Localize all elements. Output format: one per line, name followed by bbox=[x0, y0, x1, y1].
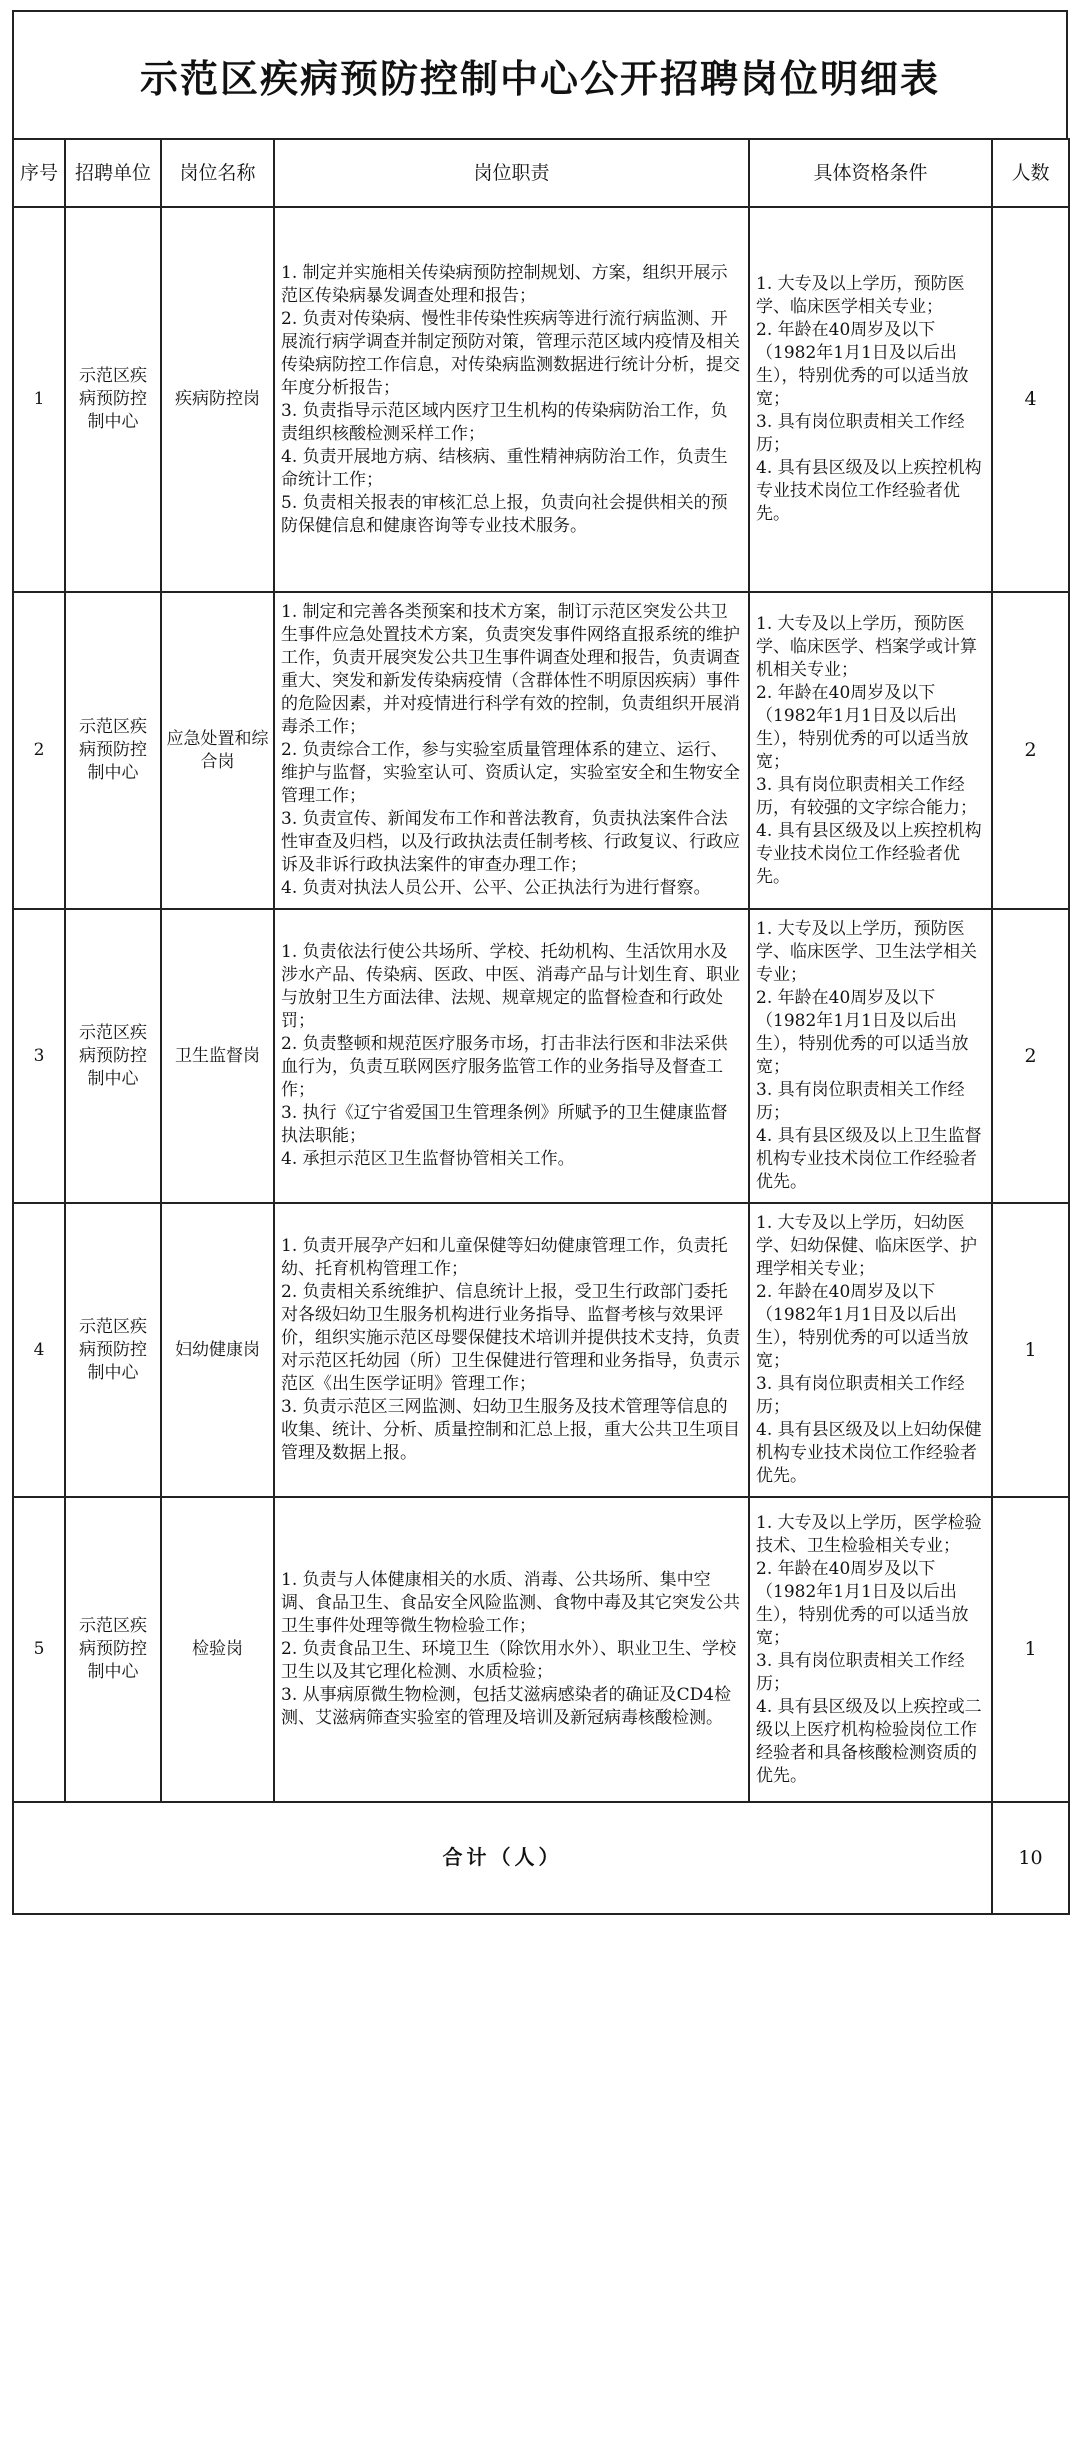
header-no: 序号 bbox=[13, 139, 65, 207]
table-row bbox=[13, 592, 1069, 909]
total-label-cell bbox=[13, 1802, 992, 1914]
row-count: 2 bbox=[992, 592, 1069, 909]
qual-item: 2. 年龄在40周岁及以下（1982年1月1日及以后出生），特别优秀的可以适当放宽； bbox=[756, 682, 969, 772]
qual-item: 4. 具有县区级及以上疾控机构专业技术岗位工作经验者优先。 bbox=[756, 458, 982, 524]
row-unit: 示范区疾病预防控制中心 bbox=[65, 1497, 161, 1802]
qual-item: 2. 年龄在40周岁及以下（1982年1月1日及以后出生），特别优秀的可以适当放宽； bbox=[756, 988, 969, 1077]
row-count: 2 bbox=[992, 909, 1069, 1203]
header-unit: 招聘单位 bbox=[65, 139, 161, 207]
row-duties bbox=[274, 1203, 749, 1497]
header-post: 岗位名称 bbox=[161, 139, 274, 207]
row-quals bbox=[749, 592, 992, 909]
duty-item: 2. 负责相关系统维护、信息统计上报，受卫生行政部门委托对各级妇幼卫生服务机构进行业务指导、监督考核与效果评价，组织实施示范区母婴保健技术培训并提供技术支持，负责对示范区托幼园（所）卫生保健进行管理和业务指导，负责示范区《出生医学证明》管理工作； bbox=[281, 1282, 740, 1394]
header-count: 人数 bbox=[992, 139, 1069, 207]
row-duties bbox=[274, 207, 749, 592]
row-count: 4 bbox=[992, 207, 1069, 592]
table-row bbox=[13, 207, 1069, 592]
qual-item: 3. 具有岗位职责相关工作经历； bbox=[756, 1650, 965, 1694]
duty-item: 1. 负责与人体健康相关的水质、消毒、公共场所、集中空调、食品卫生、食品安全风险监测、食物中毒及其它突发公共卫生事件处理等微生物检验工作； bbox=[281, 1570, 740, 1636]
qual-item: 4. 具有县区级及以上疾控或二级以上医疗机构检验岗位工作经验者和具备核酸检测资质的优先。 bbox=[756, 1696, 982, 1786]
qual-item: 4. 具有县区级及以上卫生监督机构专业技术岗位工作经验者优先。 bbox=[756, 1126, 982, 1192]
row-quals bbox=[749, 909, 992, 1203]
duty-item: 4. 负责对执法人员公开、公平、公正执法行为进行督察。 bbox=[281, 878, 711, 898]
table-row bbox=[13, 1497, 1069, 1802]
duty-item: 4. 负责开展地方病、结核病、重性精神病防治工作，负责生命统计工作； bbox=[281, 446, 728, 490]
duty-item: 3. 负责宣传、新闻发布工作和普法教育，负责执法案件合法性审查及归档，以及行政执法责任制考核、行政复议、行政应诉及非诉行政执法案件的审查办理工作； bbox=[281, 809, 740, 875]
row-unit: 示范区疾病预防控制中心 bbox=[65, 207, 161, 592]
duty-item: 3. 从事病原微生物检测，包括艾滋病感染者的确证及CD4检测、艾滋病筛查实验室的管理及培训及新冠病毒核酸检测。 bbox=[281, 1685, 732, 1728]
qual-item: 4. 具有县区级及以上妇幼保健机构专业技术岗位工作经验者优先。 bbox=[756, 1420, 982, 1486]
row-no: 1 bbox=[13, 207, 65, 592]
row-no: 2 bbox=[13, 592, 65, 909]
qual-item: 1. 大专及以上学历，预防医学、临床医学、档案学或计算机相关专业； bbox=[756, 613, 977, 680]
row-count: 1 bbox=[992, 1497, 1069, 1802]
qual-item: 2. 年龄在40周岁及以下（1982年1月1日及以后出生），特别优秀的可以适当放宽； bbox=[756, 1282, 969, 1371]
row-no: 5 bbox=[13, 1497, 65, 1802]
duty-item: 2. 负责整顿和规范医疗服务市场，打击非法行医和非法采供血行为，负责互联网医疗服务监管工作的业务指导及督查工作； bbox=[281, 1034, 728, 1100]
qual-item: 1. 大专及以上学历，医学检验技术、卫生检验相关专业； bbox=[756, 1512, 982, 1556]
duty-item: 3. 负责指导示范区域内医疗卫生机构的传染病防治工作，负责组织核酸检测采样工作； bbox=[281, 400, 728, 444]
row-duties bbox=[274, 1497, 749, 1802]
recruitment-table bbox=[12, 138, 1070, 1915]
duty-item: 1. 制定并实施相关传染病预防控制规划、方案，组织开展示范区传染病暴发调查处理和报告； bbox=[281, 262, 728, 306]
row-quals bbox=[749, 1203, 992, 1497]
duty-item: 2. 负责综合工作，参与实验室质量管理体系的建立、运行、维护与监督，实验室认可、资质认定，实验室安全和生物安全管理工作； bbox=[281, 740, 740, 806]
duty-item: 3. 负责示范区三网监测、妇幼卫生服务及技术管理等信息的收集、统计、分析、质量控制和汇总上报，重大公共卫生项目管理及数据上报。 bbox=[281, 1397, 740, 1463]
duty-item: 1. 制定和完善各类预案和技术方案，制订示范区突发公共卫生事件应急处置技术方案，负责突发事件网络直报系统的维护工作，负责开展突发公共卫生事件调查处理和报告，负责调查重大、突发和新发传染病疫情（含群体性不明原因疾病）事件的危险因素，并对疫情进行科学有效的控制，负责组织开展消毒杀工作； bbox=[281, 602, 740, 737]
qual-item: 2. 年龄在40周岁及以下（1982年1月1日及以后出生），特别优秀的可以适当放宽； bbox=[756, 320, 969, 409]
qual-item: 3. 具有岗位职责相关工作经历； bbox=[756, 1080, 965, 1123]
title-box bbox=[12, 10, 1068, 138]
row-count: 1 bbox=[992, 1203, 1069, 1497]
row-quals bbox=[749, 1497, 992, 1802]
qual-item: 1. 大专及以上学历，妇幼医学、妇幼保健、临床医学、护理学相关专业； bbox=[756, 1213, 977, 1279]
page-title: 示范区疾病预防控制中心公开招聘岗位明细表 bbox=[139, 55, 940, 101]
duty-item: 1. 负责依法行使公共场所、学校、托幼机构、生活饮用水及涉水产品、传染病、医政、中医、消毒产品与计划生育、职业与放射卫生方面法律、法规、规章规定的监督检查和行政处罚； bbox=[281, 942, 740, 1031]
qual-item: 3. 具有岗位职责相关工作经历； bbox=[756, 412, 965, 455]
duty-item: 4. 承担示范区卫生监督协管相关工作。 bbox=[281, 1149, 575, 1169]
header-duty: 岗位职责 bbox=[274, 139, 749, 207]
qual-item: 3. 具有岗位职责相关工作经历，有较强的文字综合能力； bbox=[756, 774, 977, 818]
qual-item: 4. 具有县区级及以上疾控机构专业技术岗位工作经验者优先。 bbox=[756, 820, 982, 887]
qual-item: 3. 具有岗位职责相关工作经历； bbox=[756, 1374, 965, 1417]
row-duties bbox=[274, 909, 749, 1203]
duty-item: 2. 负责食品卫生、环境卫生（除饮用水外）、职业卫生、学校卫生以及其它理化检测、水质检验； bbox=[281, 1639, 737, 1682]
row-duties bbox=[274, 592, 749, 909]
header-qual: 具体资格条件 bbox=[749, 139, 992, 207]
row-post: 检验岗 bbox=[161, 1497, 274, 1802]
row-unit: 示范区疾病预防控制中心 bbox=[65, 1203, 161, 1497]
qual-item: 2. 年龄在40周岁及以下（1982年1月1日及以后出生），特别优秀的可以适当放宽； bbox=[756, 1558, 969, 1648]
duty-item: 1. 负责开展孕产妇和儿童保健等妇幼健康管理工作，负责托幼、托育机构管理工作； bbox=[281, 1236, 728, 1279]
row-post: 应急处置和综合岗 bbox=[161, 592, 274, 909]
table-row bbox=[13, 1203, 1069, 1497]
row-post: 疾病防控岗 bbox=[161, 207, 274, 592]
qual-item: 1. 大专及以上学历，预防医学、临床医学、卫生法学相关专业； bbox=[756, 919, 977, 985]
row-no: 3 bbox=[13, 909, 65, 1203]
total-row bbox=[13, 1802, 1069, 1914]
duty-item: 2. 负责对传染病、慢性非传染性疾病等进行流行病监测、开展流行病学调查并制定预防对策，管理示范区域内疫情及相关传染病防控工作信息，对传染病监测数据进行统计分析，提交年度分析报告； bbox=[281, 308, 740, 398]
row-post: 妇幼健康岗 bbox=[161, 1203, 274, 1497]
table-body bbox=[13, 207, 1069, 1802]
total-label: 合计（人） bbox=[442, 1844, 563, 1869]
header-row bbox=[13, 139, 1069, 207]
duty-item: 3. 执行《辽宁省爱国卫生管理条例》所赋予的卫生健康监督执法职能； bbox=[281, 1103, 728, 1146]
qual-item: 1. 大专及以上学历，预防医学、临床医学相关专业； bbox=[756, 274, 965, 317]
row-unit: 示范区疾病预防控制中心 bbox=[65, 909, 161, 1203]
table-row bbox=[13, 909, 1069, 1203]
row-post: 卫生监督岗 bbox=[161, 909, 274, 1203]
row-unit: 示范区疾病预防控制中心 bbox=[65, 592, 161, 909]
row-quals bbox=[749, 207, 992, 592]
total-count: 10 bbox=[992, 1802, 1069, 1914]
row-no: 4 bbox=[13, 1203, 65, 1497]
duty-item: 5. 负责相关报表的审核汇总上报，负责向社会提供相关的预防保健信息和健康咨询等专业技术服务。 bbox=[281, 492, 728, 536]
